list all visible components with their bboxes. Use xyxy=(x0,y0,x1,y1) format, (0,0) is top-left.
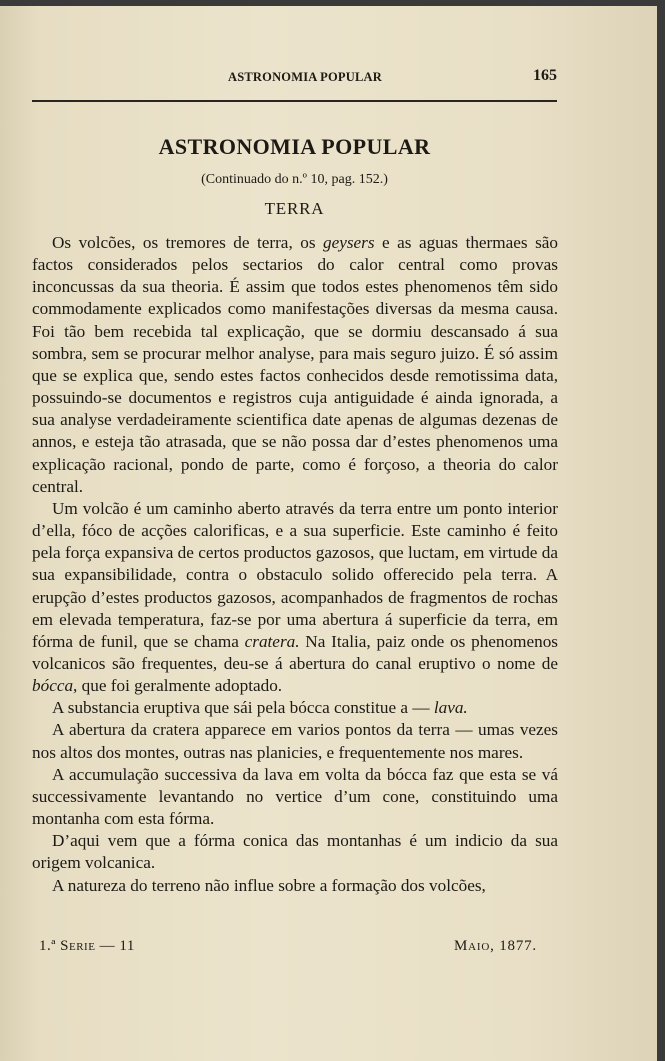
continuation-note: (Continuado do n.º 10, pag. 152.) xyxy=(201,172,388,187)
paragraph-text: A abertura da cratera apparece em varios pontos da terra — umas vezes nos altos dos montes, outras nas planicies, e frequentemente nos mares. xyxy=(32,720,558,762)
paragraph-text: Os volcões, os tremores de terra, os xyxy=(52,233,323,252)
paragraph xyxy=(32,697,558,719)
paragraph-text: Na Italia, paiz onde os phenomenos volcanicos são frequentes, deu-se á abertura do canal eruptivo o nome de xyxy=(32,631,558,673)
paragraph-text: A accumulação successiva da lava em volta da bócca faz que esta se vá successivamente levantando no vertice d’um cone, constituindo uma montanha com esta fórma. xyxy=(32,764,558,829)
page-footer xyxy=(32,938,557,960)
running-head xyxy=(32,67,557,92)
italic-term: bócca xyxy=(32,676,74,696)
book-page xyxy=(0,6,657,1061)
section-heading: TERRA xyxy=(264,199,325,218)
italic-term: geysers xyxy=(323,233,375,252)
series-signature: 1.ª Serie — 11 xyxy=(39,938,135,954)
issue-date: Maio, 1877. xyxy=(454,938,537,954)
paragraph xyxy=(32,719,558,763)
page-number: 165 xyxy=(533,67,557,84)
paragraph-text: , que foi geralmente adoptado. xyxy=(73,676,283,696)
running-head-title: ASTRONOMIA POPULAR xyxy=(228,70,382,84)
paragraph-text: D’aqui vem que a fórma conica das montanhas é um indicio da sua origem volcanica. xyxy=(32,831,558,873)
paragraph xyxy=(32,232,558,498)
italic-term: cratera. xyxy=(244,631,300,651)
article-title: ASTRONOMIA POPULAR xyxy=(158,134,431,159)
paragraph-text: A substancia eruptiva que sái pela bócca constitue a — xyxy=(52,698,434,718)
header-rule xyxy=(32,100,557,102)
paragraph-text: Um volcão é um caminho aberto através da terra entre um ponto interior d’ella, fóco de acções calorificas, e a sua superficie. Este caminho é feito pela força expansiva de certos productos gazosos, que luctam, em virtude da sua expansibilidade, contra o obstaculo solido offerecido pela terra. A erupção d’estes productos gazosos, acompanhados de fragmentos de rochas em elevada temperatura, faz-se por uma abertura á superficie da terra, em fórma de funil, que se chama xyxy=(32,498,558,651)
paragraph xyxy=(32,830,558,874)
paragraph-text: e as aguas thermaes são factos considerados pelos sectarios do calor central como provas inconcussas da sua theoria. É assim que todos estes phenomenos têm sido commodamente explicados como manifestações diversas da mesma causa. Foi tão bem recebida tal explicação, que se dormiu descansado á sua sombra, sem se procurar melhor analyse, para mais seguro juizo. É só assim que se explica que, sendo estes factos conhecidos desde remotissima data, possuindo-se documentos e registros cuja antiguidade é ainda ignorada, a sua analyse verdadeiramente scientifica date apenas de algumas dezenas de annos, e esteja tão atrasada, que se não possa dar d’estes phenomenos uma explicação racional, pondo de parte, como é forçoso, a theoria do calor central. xyxy=(32,233,558,496)
paragraph-text: A natureza do terreno não influe sobre a formação dos volcões, xyxy=(52,875,486,895)
italic-term: lava. xyxy=(433,698,468,718)
paragraph xyxy=(32,875,558,897)
paragraph xyxy=(32,498,558,697)
paragraph xyxy=(32,764,558,830)
article-body xyxy=(32,232,558,897)
